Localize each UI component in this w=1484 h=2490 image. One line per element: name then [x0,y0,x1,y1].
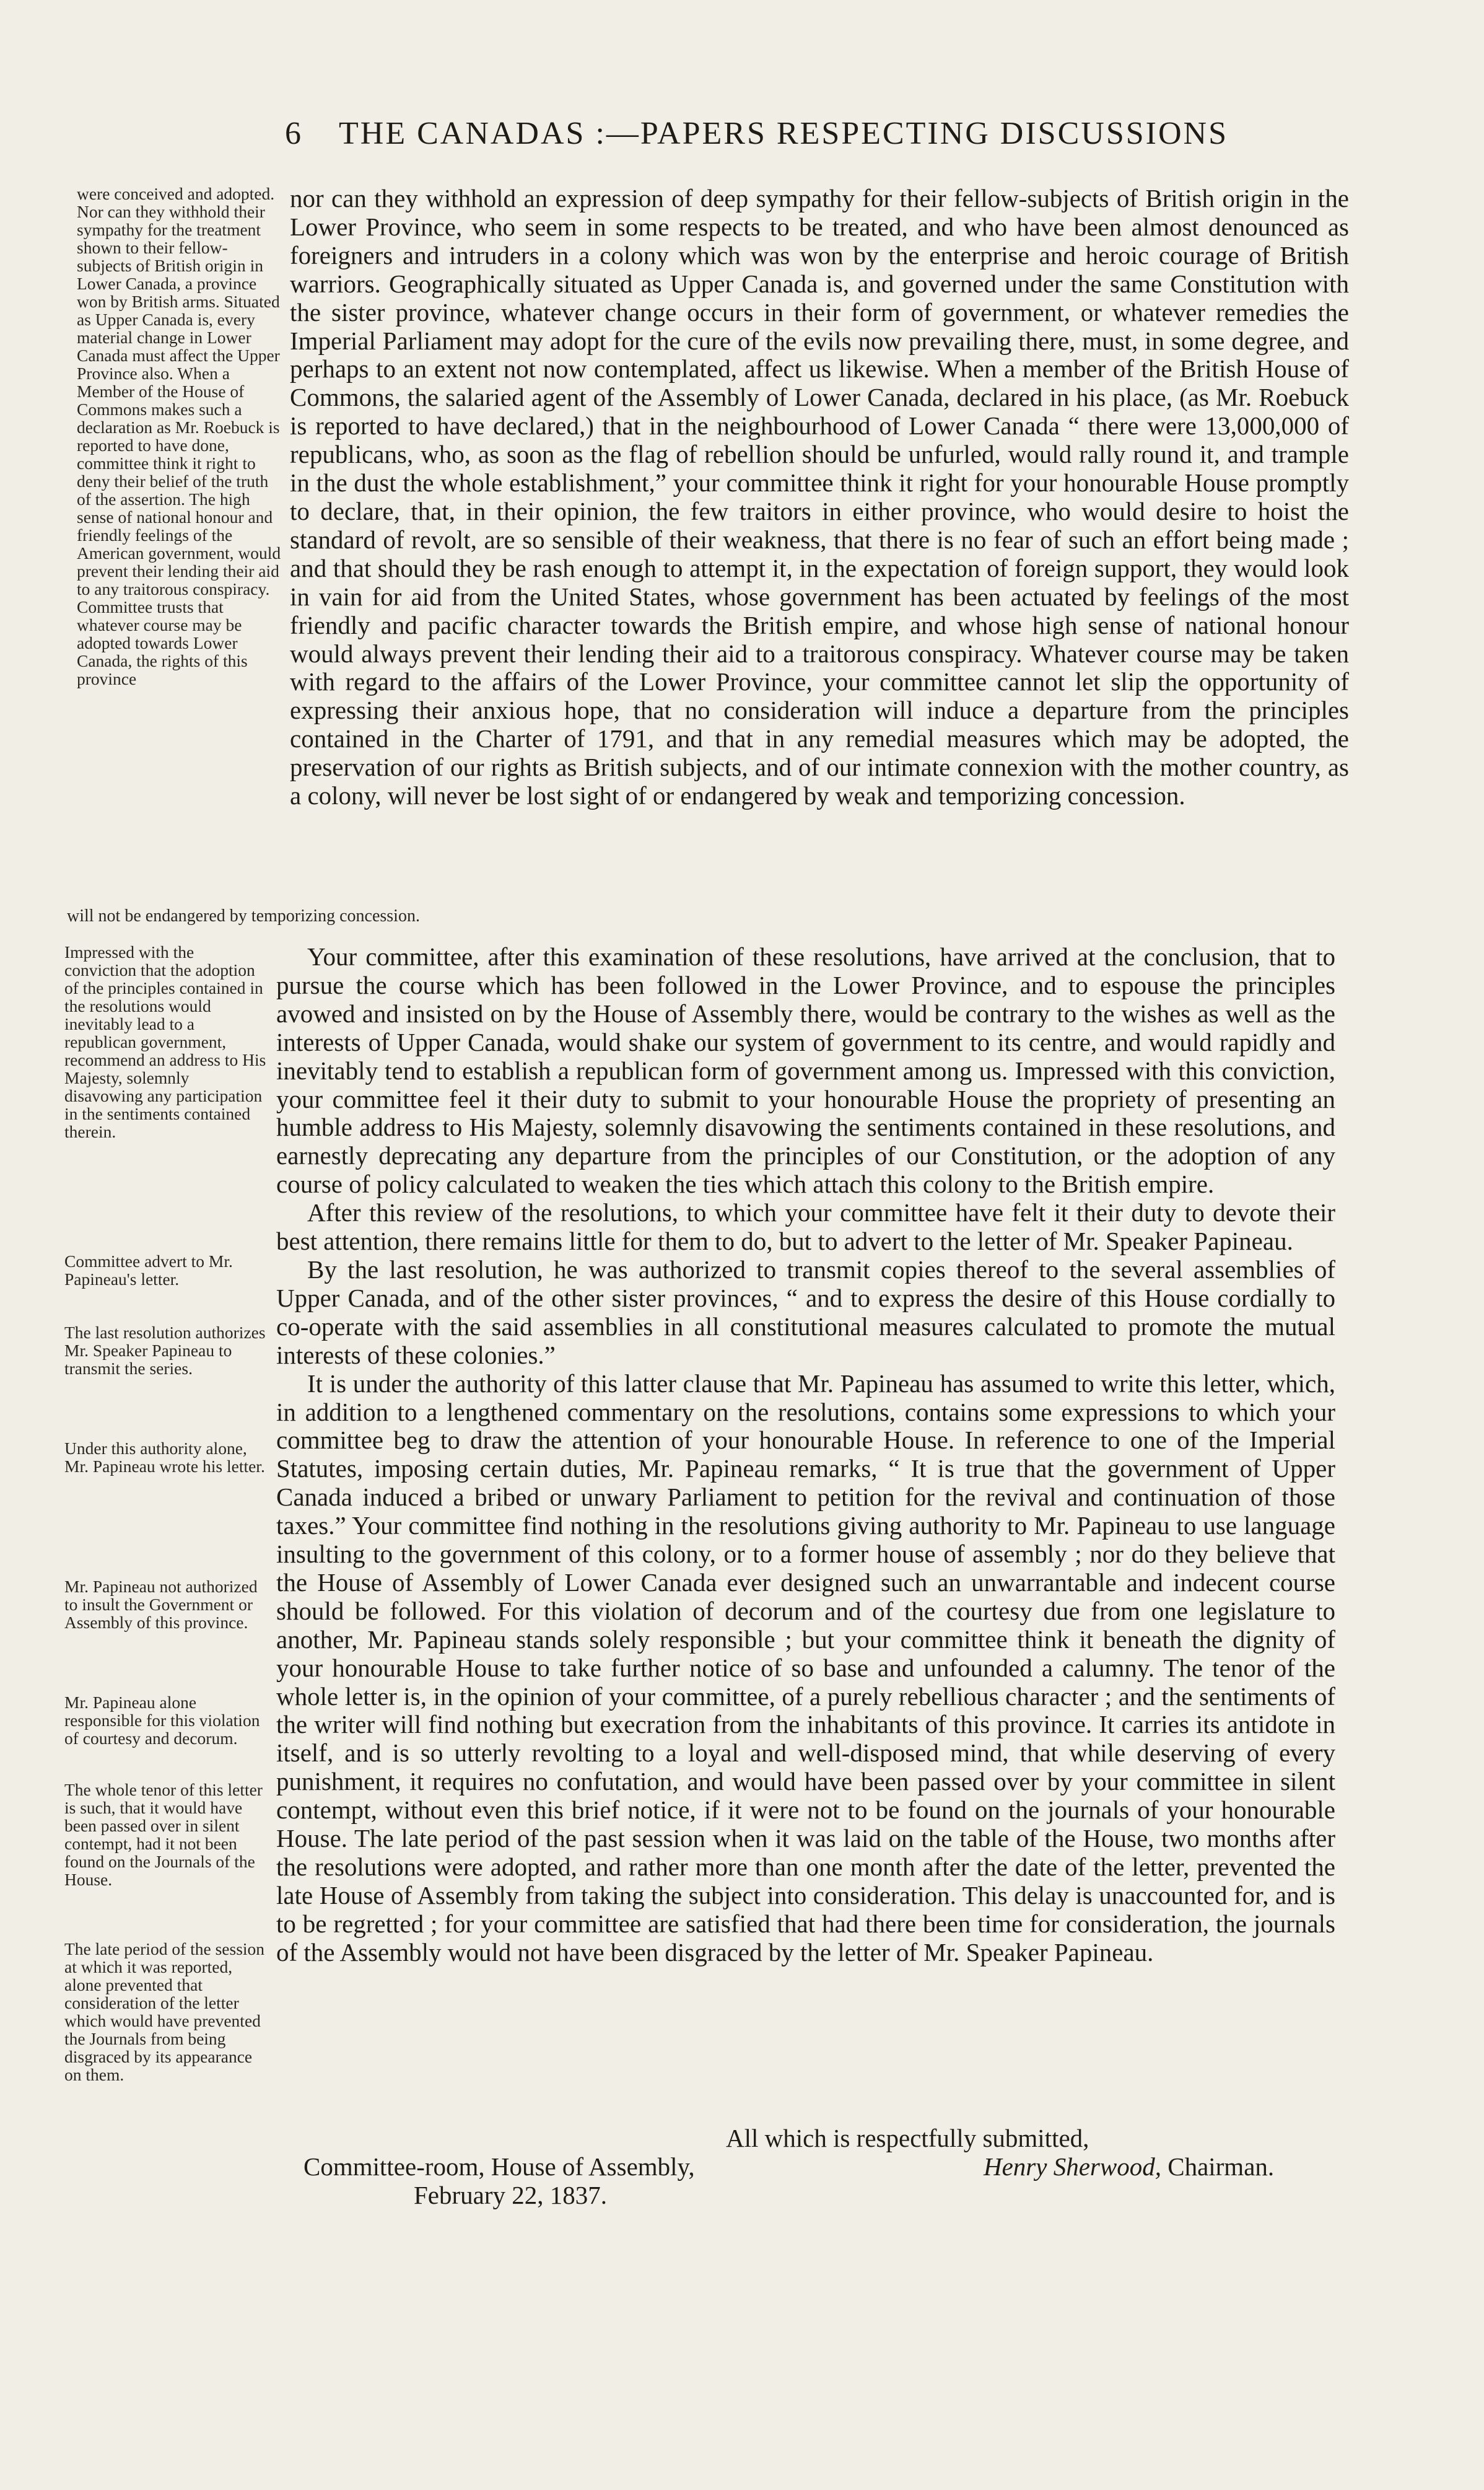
margin-note-3: Committee advert to Mr. Papineau's letter. [64,1252,233,1289]
margin-note-6: Mr. Papineau not authorized to insult the Government or Assembly of this province. [64,1577,258,1632]
committee-room: Committee-room, House of Assembly, [303,2152,695,2181]
submitted-line: All which is respectfully submitted, [726,2124,1089,2152]
margin-note-7: Mr. Papineau alone responsible for this violation of courtesy and decorum. [64,1693,260,1748]
paragraph-2: Your committee, after this examination of these resolutions, have arrived at the conclusion, that to pursue the course which has been followed in the Lower Province, and to espouse the principles avowed and insisted on by the House of Assembly there, would be contrary to the wishes as well as the interests of Upper Canada, would shake our system of government to its centre, and would rapidly and inevitably tend to establish a republican form of government among us. Impressed with this conviction, your committee feel it their duty to submit to your honourable House the propriety of presenting an humble address to His Majesty, solemnly disavowing the sentiments contained in these resolutions, and earnestly deprecating any departure from the principles of our Constitution, or the adoption of any course of policy calculated to weaken the ties which attach this colony to the British empire. [276,942,1335,1199]
paragraph-4: By the last resolution, he was authorized to transmit copies thereof to the several assemblies of Upper Canada, and of the other sister provinces, “ and to express the desire of this House cordially to co-operate with the said assemblies in all constitutional measures calculated to promote the mutual interests of these colonies.” [276,1255,1335,1369]
chairman-role: Chairman. [1168,2152,1275,2181]
margin-note-1: were conceived and adopted. Nor can they withhold their sympathy for the treatment shown to their fellow-subjects of British origin in Lower Canada, a province won by British arms. Situated as Upper Canada is, every material change in Lower Canada must affect the Upper Province also. When a Member of the House of Commons makes such a declaration as Mr. Roebuck is reported to have done, committee think it right to deny their belief of the truth of the assertion. The high sense of national honour and friendly feelings of the American government, would prevent their lending their aid to any traitorous conspiracy. Committee trusts that whatever course may be adopted towards Lower Canada, the rights of this province [77,184,281,688]
page-title: THE CANADAS :—PAPERS RESPECTING DISCUSSIONS [339,116,1229,151]
paragraph-1: nor can they withhold an expression of deep sympathy for their fellow-subjects of British origin in the Lower Province, who seem in some respects to be treated, and who have been almost denounced as foreigners and intruders in a colony which was won by the enterprise and heroic courage of British warriors. Geographically situated as Upper Canada is, and governed under the same Constitution with the sister province, whatever change occurs in their form of government, or whatever remedies the Imperial Parliament may adopt for the cure of the evils now prevailing there, must, in some degree, and perhaps to an extent not now contemplated, affect us likewise. When a member of the British House of Commons, the salaried agent of the Assembly of Lower Canada, declared in his place, (as Mr. Roebuck is reported to have declared,) that in the neighbourhood of Lower Canada “ there were 13,000,000 of republicans, who, as soon as the flag of rebellion should be unfurled, would rally round it, and trample in the dust the whole establishment,” your committee think it right for your honourable House promptly to declare, that, in their opinion, the few traitors in either province, who would desire to hoist the standard of revolt, are so sensible of their weakness, that there is no fear of such an effort being made ; and that should they be rash enough to attempt it, in the expectation of foreign support, they would look in vain for aid from the United States, whose government has been actuated by feelings of the most friendly and pacific character towards the British empire, and whose high sense of national honour would always prevent their lending their aid to a traitorous conspiracy. Whatever course may be taken with regard to the affairs of the Lower Province, your committee cannot let slip the opportunity of expressing their anxious hope, that no consideration will induce a departure from the principles contained in the Charter of 1791, and that in any remedial measures which may be adopted, the preservation of our rights as British subjects, and of our intimate connexion with the mother country, as a colony, will never be lost sight of or endangered by weak and temporizing concession. [290,184,1349,810]
running-header [285,115,1338,152]
body-section-1 [290,185,1349,810]
page-number: 6 [285,116,302,151]
margin-note-4: The last resolution authorizes Mr. Speaker Papineau to transmit the series. [64,1323,266,1378]
margin-note-9: The late period of the session at which it was reported, alone prevented that consideration of the letter which would have prevented the Journals from being disgraced by its appearance on them. [64,1939,265,2084]
chairman-name: Henry Sherwood, [984,2152,1161,2181]
report-date: February 22, 1837. [414,2181,608,2209]
margin-note-5: Under this authority alone, Mr. Papineau wrote his letter. [64,1439,265,1476]
margin-note-8: The whole tenor of this letter is such, that it would have been passed over in silent contempt, had it not been found on the Journals of the House. [64,1780,263,1889]
body-section-2 [276,943,1335,1967]
margin-note-continuation: will not be endangered by temporizing concession. [67,906,420,926]
paragraph-3: After this review of the resolutions, to which your committee have felt it their duty to devote their best attention, there remains little for them to do, but to advert to the letter of Mr. Speaker Papineau. [276,1198,1335,1256]
signature-line [984,2152,1274,2181]
paragraph-5: It is under the authority of this latter clause that Mr. Papineau has assumed to write this letter, which, in addition to a lengthened commentary on the resolutions, contains some expressions to which your committee beg to draw the attention of your honourable House. In reference to one of the Imperial Statutes, imposing certain duties, Mr. Papineau remarks, “ It is true that the government of Upper Canada induced a bribed or unwary Parliament to petition for the revival and continuation of those taxes.” Your committee find nothing in the resolutions giving authority to Mr. Papineau to use language insulting to the government of this colony, or to a former house of assembly ; nor do they believe that the House of Assembly of Lower Canada ever designed such an unwarrantable and indecent course should be followed. For this violation of decorum and of the courtesy due from one legislature to another, Mr. Papineau stands solely responsible ; but your committee think it beneath the dignity of your honourable House to take further notice of so base and unfounded a calumny. The tenor of the whole letter is, in the opinion of your committee, of a purely rebellious character ; and the sentiments of the writer will find nothing but execration from the inhabitants of this province. It carries its antidote in itself, and is so utterly revolting to a loyal and well-disposed mind, that while deserving of every punishment, it requires no confutation, and would have been passed over by your committee in silent contempt, without even this brief notice, if it were not to be found on the journals of your honourable House. The late period of the past session when it was laid on the table of the House, two months after the resolutions were adopted, and rather more than one month after the date of the letter, prevented the late House of Assembly from taking the subject into consideration. This delay is unaccounted for, and is to be regretted ; for your committee are satisfied that had there been time for consideration, the journals of the Assembly would not have been disgraced by the letter of Mr. Speaker Papineau. [276,1369,1335,1966]
margin-note-2: Impressed with the conviction that the adoption of the principles contained in the resolutions would inevitably lead to a republican government, recommend an address to His Majesty, solemnly disavowing any participation in the sentiments contained therein. [64,942,266,1141]
